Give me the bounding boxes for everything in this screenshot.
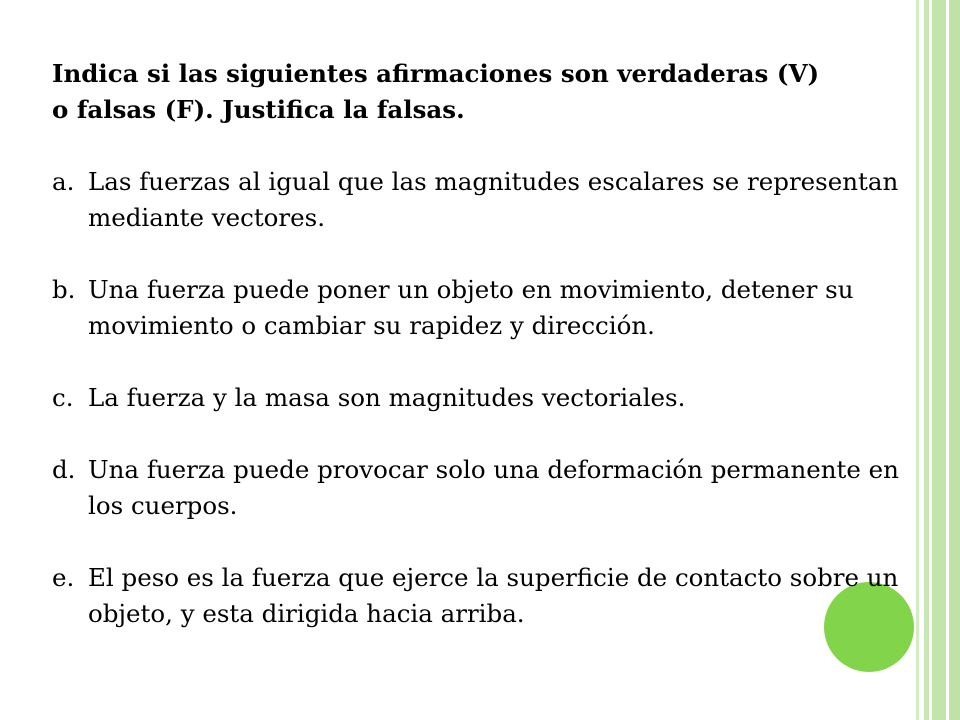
decorative-stripes	[916, 0, 960, 720]
stripe	[932, 0, 946, 720]
list-item-text: Una fuerza puede provocar solo una deformación permanente en los cuerpos.	[88, 455, 899, 520]
list-marker: c.	[52, 383, 74, 412]
stripe	[949, 0, 960, 720]
list-item-text: El peso es la fuerza que ejerce la superficie de contacto sobre un objeto, y esta dirigida hacia arriba.	[88, 563, 899, 628]
list-item-text: Las fuerzas al igual que las magnitudes escalares se representan mediante vectores.	[88, 167, 899, 232]
list-marker: a.	[52, 167, 75, 196]
list-item-d	[52, 452, 912, 524]
list-item-c	[52, 380, 912, 416]
list-marker: e.	[52, 563, 75, 592]
list-item-a	[52, 164, 912, 236]
list-marker: b.	[52, 275, 76, 304]
list-item-text: La fuerza y la masa son magnitudes vectoriales.	[88, 383, 686, 412]
list-item-b	[52, 272, 912, 344]
slide-title: Indica si las siguientes afirmaciones son verdaderas (V) o falsas (F). Justifica la falsas.	[52, 59, 820, 124]
slide-content	[52, 56, 912, 632]
list-item-text: Una fuerza puede poner un objeto en movimiento, detener su movimiento o cambiar su rapidez y dirección.	[88, 275, 854, 340]
list-item-e	[52, 560, 912, 632]
list-marker: d.	[52, 455, 76, 484]
